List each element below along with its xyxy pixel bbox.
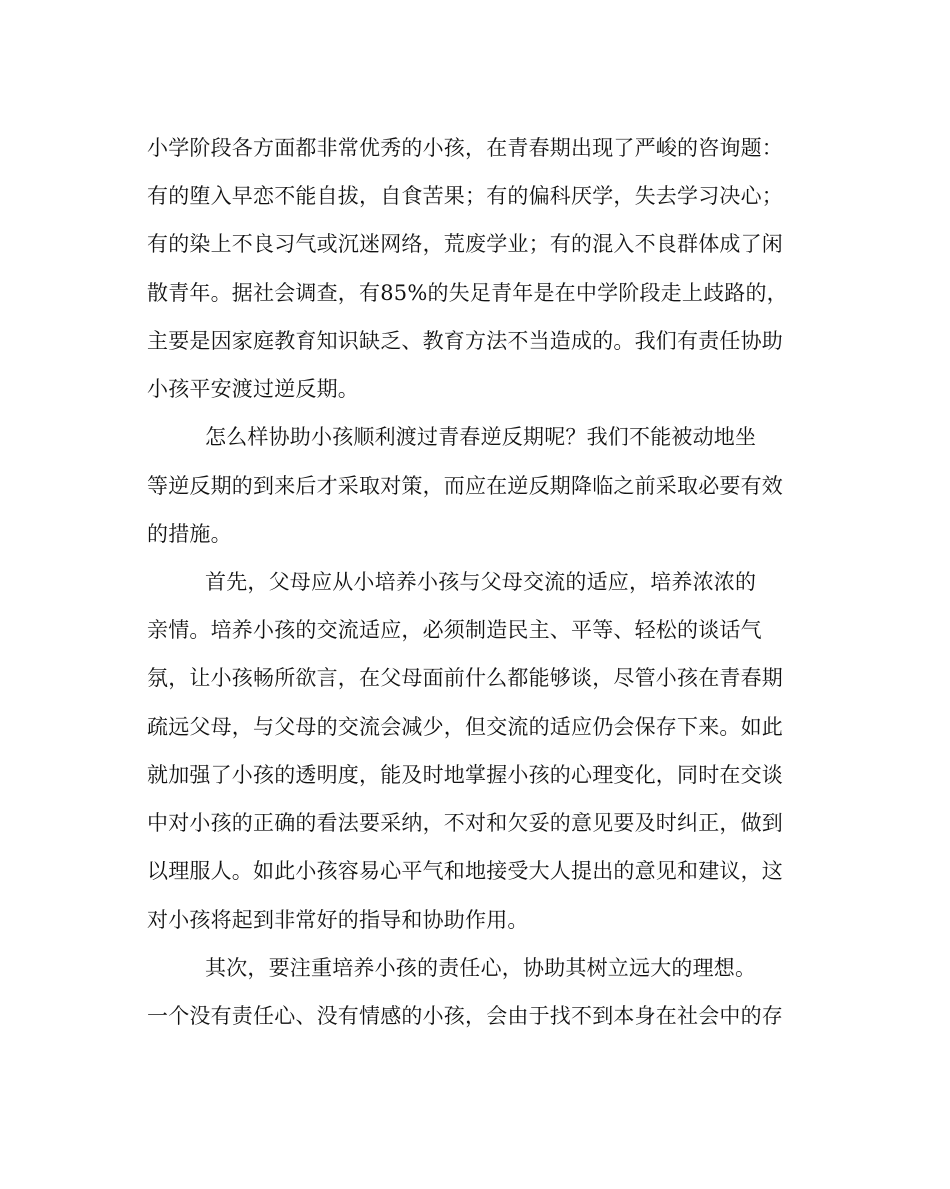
text-line: 有的堕入早恋不能自拔，自食苦果；有的偏科厌学，失去学习决心； bbox=[147, 184, 783, 208]
text-line: 对小孩将起到非常好的指导和协助作用。 bbox=[147, 908, 529, 932]
text-line: 小孩平安渡过逆反期。 bbox=[147, 377, 359, 401]
text-line: 等逆反期的到来后才采取对策，而应在逆反期降临之前采取必要有效 bbox=[147, 474, 783, 498]
text-line: 主要是因家庭教育知识缺乏、教育方法不当造成的。我们有责任协助 bbox=[147, 329, 783, 353]
text-line: 以理服人。如此小孩容易心平气和地接受大人提出的意见和建议，这 bbox=[147, 859, 783, 883]
paragraph-first-line: 怎么样协助小孩顺利渡过青春逆反期呢？我们不能被动地坐 bbox=[205, 425, 757, 449]
text-line: 有的染上不良习气或沉迷网络，荒废学业；有的混入不良群体成了闲 bbox=[147, 232, 783, 256]
text-line: 小学阶段各方面都非常优秀的小孩，在青春期出现了严峻的咨询题： bbox=[147, 136, 783, 160]
text-line: 散青年。据社会调查，有85%的失足青年是在中学阶段走上歧路的， bbox=[147, 281, 788, 305]
text-line: 一个没有责任心、没有情感的小孩，会由于找不到本身在社会中的存 bbox=[147, 1004, 783, 1028]
paragraph-first-line: 首先，父母应从小培养小孩与父母交流的适应，培养浓浓的 bbox=[205, 570, 757, 594]
text-line: 疏远父母，与父母的交流会减少，但交流的适应仍会保存下来。如此 bbox=[147, 715, 783, 739]
text-line: 的措施。 bbox=[147, 522, 232, 546]
text-line: 就加强了小孩的透明度，能及时地掌握小孩的心理变化，同时在交谈 bbox=[147, 763, 783, 787]
text-line: 氛，让小孩畅所欲言，在父母面前什么都能够谈，尽管小孩在青春期 bbox=[147, 666, 783, 690]
text-line: 中对小孩的正确的看法要采纳，不对和欠妥的意见要及时纠正，做到 bbox=[147, 811, 783, 835]
text-line: 亲情。培养小孩的交流适应，必须制造民主、平等、轻松的谈话气 bbox=[147, 618, 762, 642]
paragraph-first-line: 其次，要注重培养小孩的责任心，协助其树立远大的理想。 bbox=[205, 956, 757, 980]
